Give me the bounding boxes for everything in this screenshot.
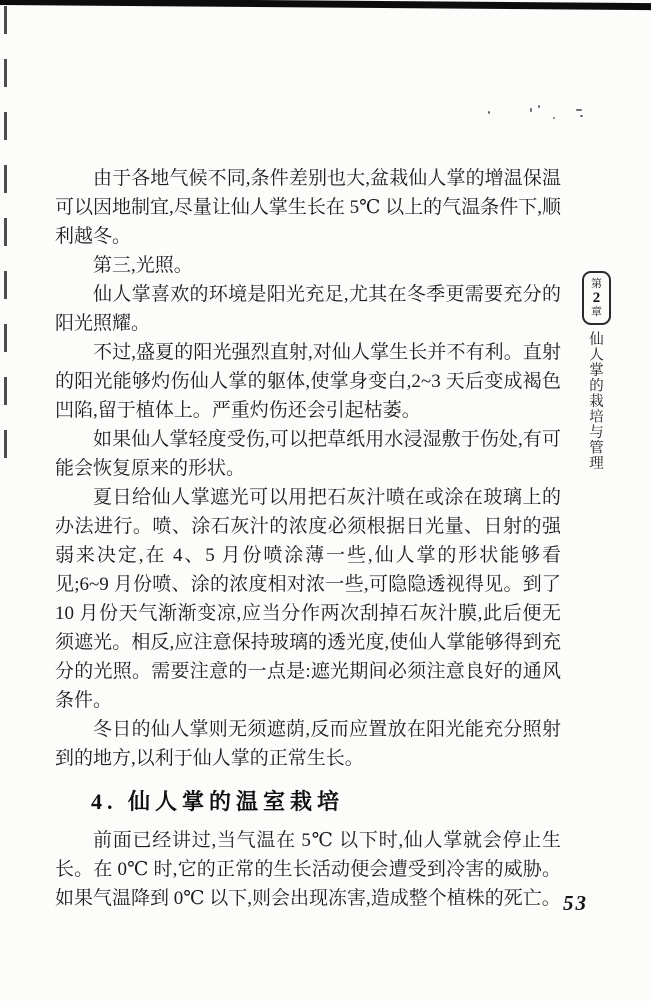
chapter-tab <box>582 271 611 325</box>
body-text <box>55 164 561 913</box>
page-number: 53 <box>563 891 588 915</box>
paragraph: 夏日给仙人掌遮光可以用把石灰汁喷在或涂在玻璃上的办法进行。喷、涂石灰汁的浓度必须根据日光量、日射的强弱来决定,在 4、5 月份喷涂薄一些,仙人掌的形状能够看见;6~9 月份喷、涂的浓度相对浓一些,可隐隐透视得见。到了 10 月份天气渐渐变凉,应当分作两次刮掉石灰汁膜,此后便无须遮光。相反,应注意保持玻璃的透光度,使仙人掌能够得到充分的光照。需要注意的一点是:遮光期间必须注意良好的通风条件。 <box>55 487 561 711</box>
scan-edge-bar <box>0 0 651 10</box>
paragraph: 第三,光照。 <box>93 255 193 276</box>
paragraph: 冬日的仙人掌则无须遮荫,反而应置放在阳光能充分照射到的地方,以利于仙人掌的正常生长。 <box>55 719 561 769</box>
chapter-prefix: 第 <box>591 277 602 290</box>
chapter-suffix: 章 <box>591 305 602 318</box>
paragraph: 如果仙人掌轻度受伤,可以把草纸用水浸湿敷于伤处,有可能会恢复原来的形状。 <box>55 429 561 479</box>
chapter-number: 2 <box>592 289 601 306</box>
chapter-title-vertical: 仙人掌的栽培与管理 <box>587 331 603 471</box>
binding-dash-marks <box>4 6 7 482</box>
scan-smudge <box>576 109 582 111</box>
paragraph: 前面已经讲过,当气温在 5℃ 以下时,仙人掌就会停止生长。在 0℃ 时,它的正常的生长活动便会遭受到冷害的威胁。如果气温降到 0℃ 以下,则会出现冻害,造成整个植株的死亡。 <box>55 830 561 909</box>
scan-smudge <box>553 117 555 119</box>
scan-smudge <box>538 105 540 108</box>
section-heading: 4. 仙人掌的温室栽培 <box>91 789 345 814</box>
scan-smudge <box>488 111 490 114</box>
scan-smudge <box>530 108 532 112</box>
scan-smudge <box>580 115 583 117</box>
paragraph: 不过,盛夏的阳光强烈直射,对仙人掌生长并不有利。直射的阳光能够灼伤仙人掌的躯体,使掌身变白,2~3 天后变成褐色凹陷,留于植体上。严重灼伤还会引起枯萎。 <box>55 342 561 421</box>
paragraph: 仙人掌喜欢的环境是阳光充足,尤其在冬季更需要充分的阳光照耀。 <box>55 284 561 334</box>
paragraph: 由于各地气候不同,条件差别也大,盆栽仙人掌的增温保温可以因地制宜,尽量让仙人掌生长在 5℃ 以上的气温条件下,顺利越冬。 <box>55 168 561 247</box>
